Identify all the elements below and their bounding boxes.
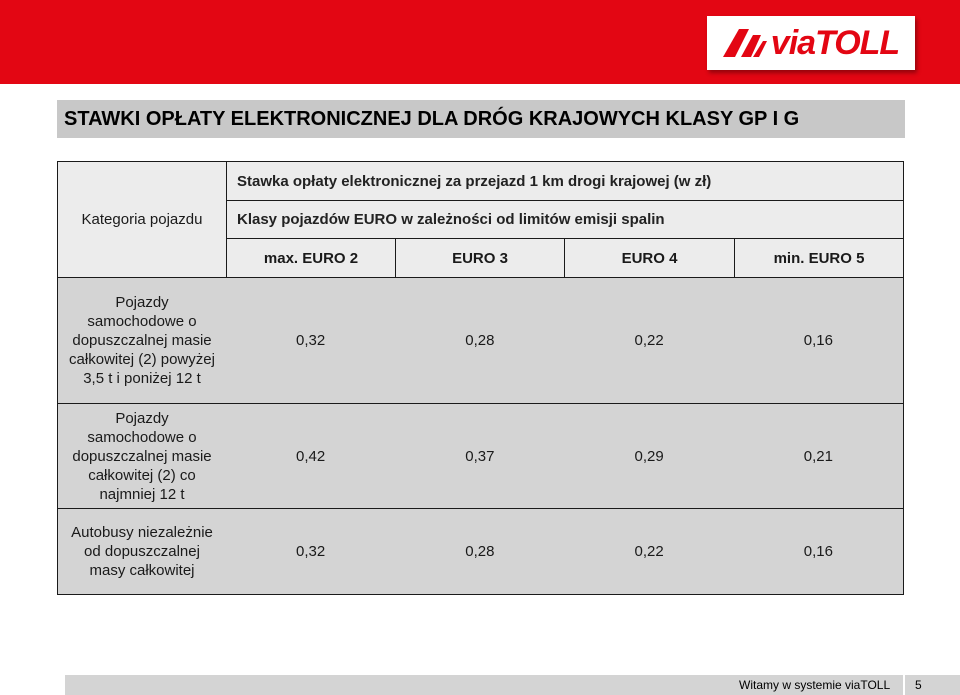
- classes-header-label: Klasy pojazdów EURO w zależności od limitów emisji spalin: [237, 211, 665, 228]
- euro-class-cell: [734, 238, 904, 278]
- category-label: Pojazdy samochodowe o dopuszczalnej masie całkowitej (2) powyżej 3,5 t i poniżej 12 t: [69, 294, 215, 387]
- table-row-values: [226, 508, 904, 595]
- table-row-values: [226, 277, 904, 404]
- euro-class-label: EURO 4: [621, 249, 678, 267]
- rate-header-label: Stawka opłaty elektronicznej za przejazd 1 km drogi krajowej (w zł): [237, 172, 712, 190]
- page-title: STAWKI OPŁATY ELEKTRONICZNEJ DLA DRÓG KRAJOWYCH KLASY GP I G: [64, 107, 800, 130]
- rate-value: 0,32: [296, 543, 326, 560]
- category-header: [57, 161, 227, 278]
- category-label: Pojazdy samochodowe o dopuszczalnej masie całkowitej (2) co najmniej 12 t: [72, 409, 212, 503]
- rate-value: 0,32: [296, 332, 326, 349]
- table-row-category: [57, 277, 227, 404]
- values-row: [226, 542, 903, 561]
- rate-header: [226, 161, 904, 201]
- euro-class-cell: [226, 238, 396, 278]
- category-header-label: Kategoria pojazdu: [81, 211, 203, 228]
- euro-class-label: EURO 3: [452, 249, 508, 267]
- euro-class-cell: [564, 238, 735, 278]
- rate-value: 0,22: [634, 332, 664, 349]
- table-row-category: [57, 508, 227, 595]
- euro-class-label: max. EURO 2: [263, 249, 359, 267]
- rate-value: 0,29: [634, 447, 664, 465]
- footer-divider: [903, 675, 905, 695]
- page-number: 5: [915, 678, 922, 692]
- rate-value: 0,16: [803, 332, 833, 349]
- table-row-values: [226, 403, 904, 509]
- footer-text: Witamy w systemie viaTOLL: [739, 678, 891, 692]
- rate-value: 0,21: [803, 447, 833, 465]
- rate-value: 0,28: [465, 543, 495, 560]
- rate-value: 0,22: [634, 543, 664, 560]
- euro-class-cell: [395, 238, 565, 278]
- rate-value: 0,16: [803, 543, 833, 560]
- euro-class-label: min. EURO 5: [773, 249, 865, 267]
- values-row: [226, 331, 903, 350]
- category-label: Autobusy niezależnie od dopuszczalnej masy całkowitej: [71, 524, 213, 579]
- values-row: [226, 447, 903, 466]
- rate-value: 0,42: [296, 447, 326, 465]
- rate-value: 0,37: [465, 447, 495, 465]
- classes-header: [226, 200, 904, 239]
- logo-text: viaTOLL: [770, 24, 900, 62]
- rate-value: 0,28: [465, 332, 495, 349]
- table-row-category: [57, 403, 227, 509]
